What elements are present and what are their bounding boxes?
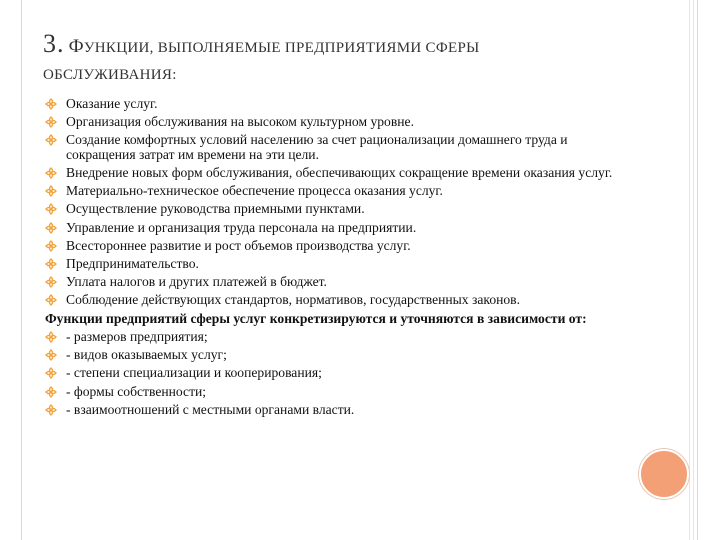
list-item-text: Предпринимательство. <box>66 256 199 272</box>
function-item <box>45 97 625 111</box>
function-item <box>45 239 625 253</box>
flower-bullet-icon <box>45 116 57 128</box>
flower-bullet-icon <box>45 167 57 179</box>
function-item <box>45 202 625 216</box>
condition-item <box>45 348 625 362</box>
list-item-text: - формы собственности; <box>66 383 207 399</box>
flower-bullet-icon <box>45 203 57 215</box>
list-item-text: - видов оказываемых услуг; <box>66 347 227 363</box>
list-item-text: Организация обслуживания на высоком культурном уровне. <box>66 114 414 130</box>
flower-bullet-icon <box>45 222 57 234</box>
functions-list <box>45 97 625 308</box>
function-item <box>45 221 625 235</box>
function-item <box>45 293 625 307</box>
title-initial: Ф <box>68 36 84 57</box>
function-item <box>45 275 625 289</box>
conditions-list <box>45 330 625 417</box>
function-item <box>45 257 625 271</box>
function-item <box>45 133 625 162</box>
list-item-text: Управление и организация труда персонала на предприятии. <box>66 219 417 235</box>
list-item-text: Материально-техническое обеспечение процесса оказания услуг. <box>66 183 443 199</box>
list-item-text: Осуществление руководства приемными пунктами. <box>66 201 365 217</box>
function-item <box>45 184 625 198</box>
title-number: 3. <box>43 29 65 58</box>
frame-stripe <box>689 0 690 540</box>
condition-item <box>45 385 625 399</box>
list-item-text: Соблюдение действующих стандартов, нормативов, государственных законов. <box>66 292 521 308</box>
slide-content <box>45 97 625 421</box>
decorative-circle <box>639 449 689 499</box>
flower-bullet-icon <box>45 185 57 197</box>
condition-item <box>45 330 625 344</box>
flower-bullet-icon <box>45 331 57 343</box>
flower-bullet-icon <box>45 367 57 379</box>
list-item-text: Оказание услуг. <box>66 96 158 111</box>
list-item-text: Внедрение новых форм обслуживания, обеспечивающих сокращение времени оказания услуг. <box>66 165 613 181</box>
list-item-text: Всестороннее развитие и рост объемов производства услуг. <box>66 237 411 253</box>
title-line1: ВЫПОЛНЯЕМЫЕ ПРЕДПРИЯТИЯМИ СФЕРЫ <box>157 40 480 56</box>
frame-stripe <box>693 0 694 540</box>
title-line2: ОБСЛУЖИВАНИЯ: <box>43 67 177 83</box>
slide-title <box>43 30 643 89</box>
list-item-text: - размеров предприятия; <box>66 329 208 345</box>
list-item-text: Создание комфортных условий населению за счет рационализации домашнего труда и сокращения затрат им времени на эти цели. <box>66 132 568 162</box>
flower-bullet-icon <box>45 404 57 416</box>
flower-bullet-icon <box>45 98 57 110</box>
flower-bullet-icon <box>45 134 57 146</box>
flower-bullet-icon <box>45 240 57 252</box>
title-word: УНКЦИИ, <box>83 40 154 56</box>
function-item <box>45 166 625 180</box>
condition-item <box>45 403 625 417</box>
conditions-paragraph: Функции предприятий сферы услуг конкретизируются и уточняются в зависимости от: <box>45 310 587 326</box>
condition-item <box>45 366 625 380</box>
flower-bullet-icon <box>45 276 57 288</box>
function-item <box>45 115 625 129</box>
flower-bullet-icon <box>45 349 57 361</box>
flower-bullet-icon <box>45 386 57 398</box>
list-item-text: - взаимоотношений с местными органами власти. <box>66 401 355 417</box>
list-item-text: - степени специализации и кооперирования; <box>66 365 322 381</box>
flower-bullet-icon <box>45 258 57 270</box>
flower-bullet-icon <box>45 294 57 306</box>
list-item-text: Уплата налогов и других платежей в бюджет. <box>66 274 327 290</box>
